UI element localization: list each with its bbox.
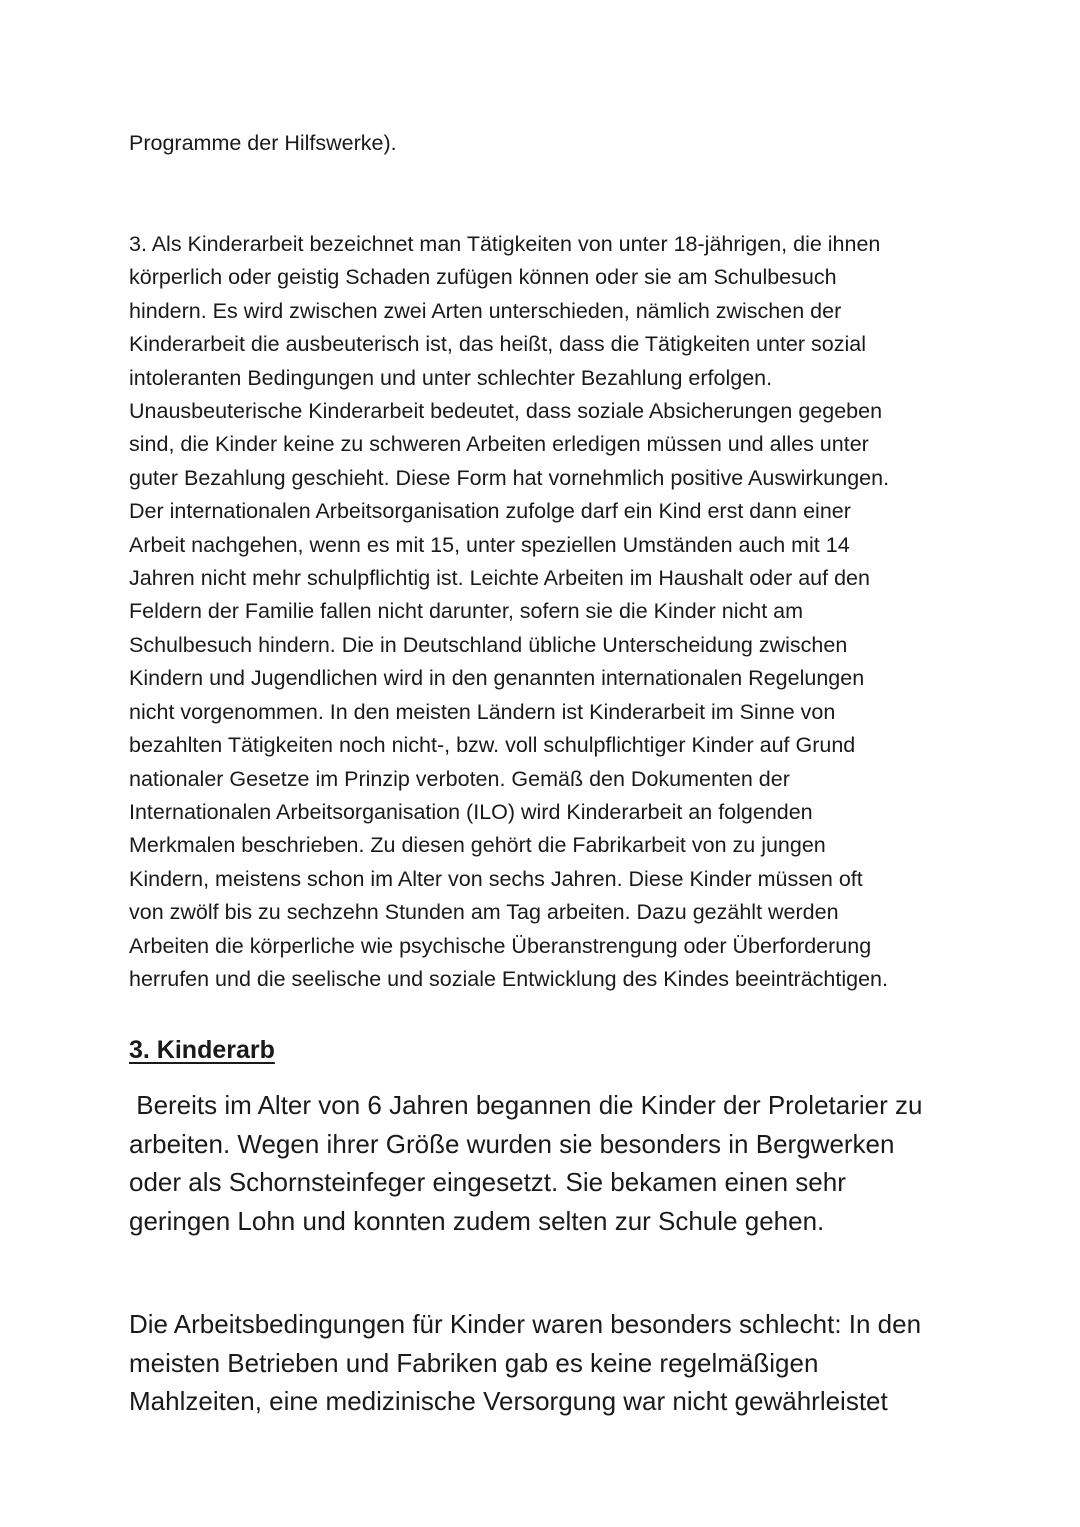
text-line: Kinderarbeit die ausbeuterisch ist, das heißt, dass die Tätigkeiten unter sozial bbox=[129, 332, 866, 357]
text-line: Programme der Hilfswerke). bbox=[129, 131, 397, 155]
paragraph-working-conditions bbox=[129, 1305, 949, 1421]
text-line: oder als Schornsteinfeger eingesetzt. Sie bekamen einen sehr bbox=[129, 1167, 846, 1197]
text-line: guter Bezahlung geschieht. Diese Form hat vornehmlich positive Auswirkungen. bbox=[129, 465, 890, 490]
text-line: geringen Lohn und konnten zudem selten zur Schule gehen. bbox=[129, 1205, 825, 1236]
text-line: Arbeiten die körperliche wie psychische Überanstrengung oder Überforderung bbox=[129, 933, 872, 958]
text-line: Internationalen Arbeitsorganisation (ILO) wird Kinderarbeit an folgenden bbox=[129, 799, 813, 824]
text-line: arbeiten. Wegen ihrer Größe wurden sie besonders in Bergwerken bbox=[129, 1128, 895, 1159]
text-line: Arbeit nachgehen, wenn es mit 15, unter speziellen Umständen auch mit 14 bbox=[129, 532, 850, 557]
text-line: meisten Betrieben und Fabriken gab es keine regelmäßigen bbox=[129, 1347, 819, 1378]
text-line: Kindern und Jugendlichen wird in den genannten internationalen Regelungen bbox=[129, 666, 865, 691]
text-line: Feldern der Familie fallen nicht darunter, sofern sie die Kinder nicht am bbox=[129, 599, 804, 624]
paragraph-child-labor bbox=[129, 1086, 949, 1240]
text-line: 3. Als Kinderarbeit bezeichnet man Tätigkeiten von unter 18-jährigen, die ihnen bbox=[129, 232, 881, 256]
text-line: Kindern, meistens schon im Alter von sechs Jahren. Diese Kinder müssen oft bbox=[129, 866, 863, 891]
text-line: Jahren nicht mehr schulpflichtig ist. Leichte Arbeiten im Haushalt oder auf den bbox=[129, 566, 870, 591]
text-line: Die Arbeitsbedingungen für Kinder waren besonders schlecht: In den bbox=[129, 1309, 922, 1339]
text-line: von zwölf bis zu sechzehn Stunden am Tag arbeiten. Dazu gezählt werden bbox=[129, 900, 839, 925]
text-line: intoleranten Bedingungen und unter schlechter Bezahlung erfolgen. bbox=[129, 365, 773, 390]
text-line: körperlich oder geistig Schaden zufügen können oder sie am Schulbesuch bbox=[129, 265, 837, 290]
text-line: Unausbeuterische Kinderarbeit bedeutet, dass soziale Absicherungen gegeben bbox=[129, 399, 883, 424]
text-line: nicht vorgenommen. In den meisten Ländern ist Kinderarbeit im Sinne von bbox=[129, 699, 836, 724]
text-line: sind, die Kinder keine zu schweren Arbeiten erledigen müssen und alles unter bbox=[129, 432, 869, 457]
text-line: hindern. Es wird zwischen zwei Arten unterschieden, nämlich zwischen der bbox=[129, 298, 842, 323]
text-line: Schulbesuch hindern. Die in Deutschland übliche Unterscheidung zwischen bbox=[129, 632, 848, 657]
section3-paragraph bbox=[129, 228, 959, 996]
fragment-line bbox=[129, 127, 949, 160]
text-line: nationaler Gesetze im Prinzip verboten. Gemäß den Dokumenten der bbox=[129, 766, 790, 791]
text-line: herrufen und die seelische und soziale Entwicklung des Kindes beeinträchtigen. bbox=[129, 966, 888, 991]
text-line: bezahlten Tätigkeiten noch nicht-, bzw. voll schulpflichtiger Kinder auf Grund bbox=[129, 733, 856, 758]
section-heading: 3. Kinderarb bbox=[129, 1036, 275, 1064]
text-line: Bereits im Alter von 6 Jahren begannen die Kinder der Proletarier zu bbox=[129, 1090, 923, 1120]
text-line: Der internationalen Arbeitsorganisation zufolge darf ein Kind erst dann einer bbox=[129, 499, 851, 524]
text-line: Merkmalen beschrieben. Zu diesen gehört die Fabrikarbeit von zu jungen bbox=[129, 833, 826, 858]
text-line: Mahlzeiten, eine medizinische Versorgung war nicht gewährleistet bbox=[129, 1386, 888, 1416]
